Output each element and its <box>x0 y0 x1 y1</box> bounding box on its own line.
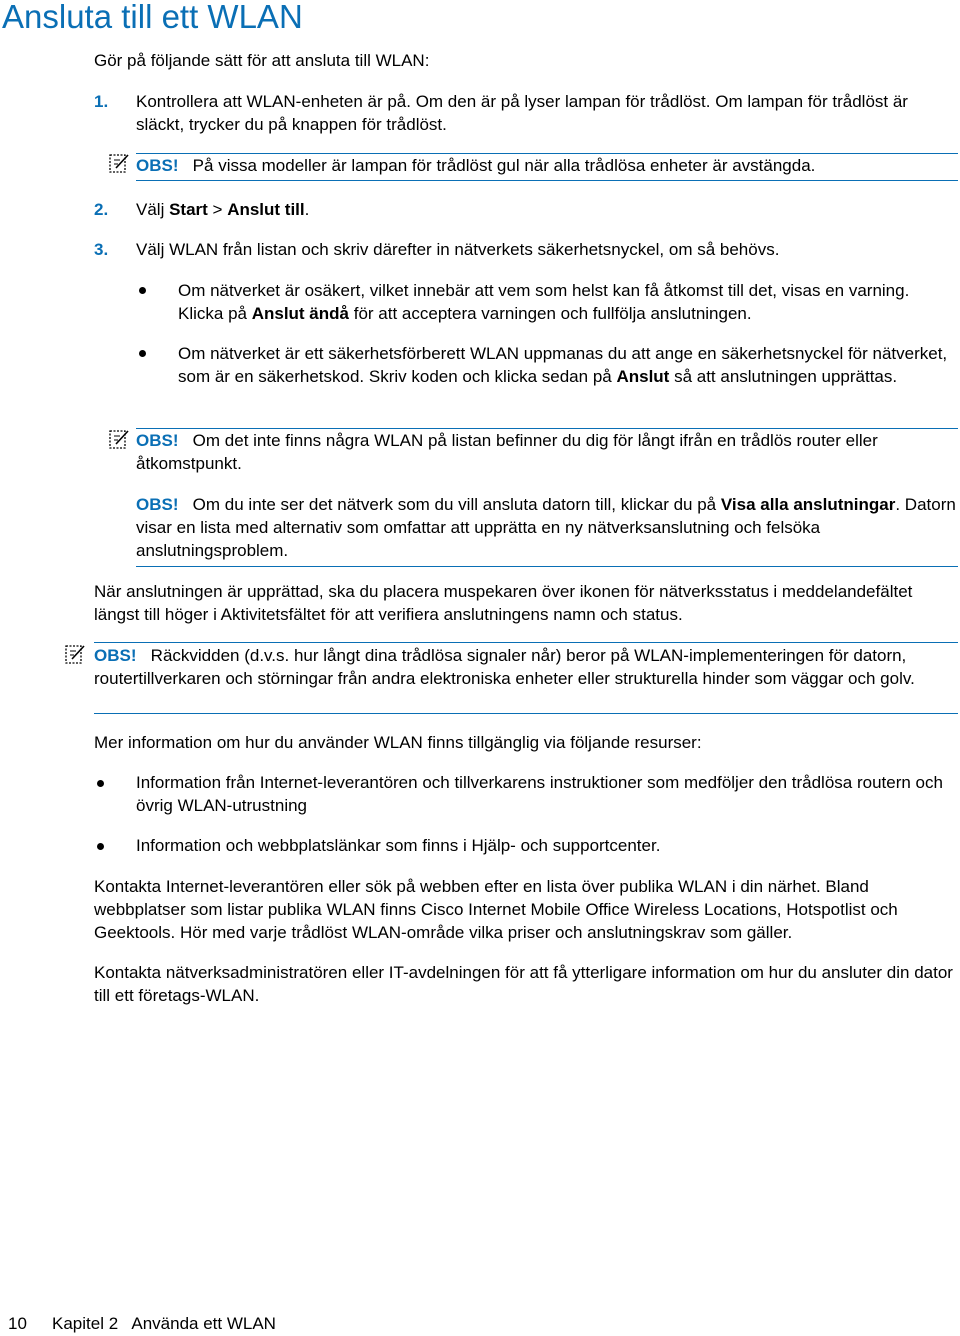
page-number: 10 <box>8 1314 27 1333</box>
note-4-top-rule <box>94 642 958 643</box>
more-info-text: Mer information om hur du använder WLAN finns tillgänglig via följande resurser: <box>94 733 702 752</box>
para-after-connect: När anslutningen är upprättad, ska du placera muspekaren över ikonen för nätverksstatus i meddelandefältet längst till höger i Aktivitetsfältet för att verifiera anslutningens namn och status. <box>94 582 913 624</box>
step-2-sep: > <box>207 200 228 219</box>
note-1 <box>136 154 960 177</box>
note-2-label: OBS! <box>136 431 179 450</box>
resource-item-1: Information från Internet-leverantören och tillverkarens instruktioner som medföljer den trådlösa routern och övrig WLAN-utrustning <box>136 773 943 815</box>
note-pad-icon <box>108 152 130 174</box>
note-3-post: . Datorn visar en lista med alternativ som omfattar att upprätta en ny nätverksanslutning och felsöka anslutningsproblem. <box>136 495 956 560</box>
note-2-text: Om det inte finns några WLAN på listan befinner du dig för långt ifrån en trådlös router eller åtkomstpunkt. <box>136 431 878 473</box>
para-contact-admin: Kontakta nätverksadministratören eller IT-avdelningen för att få ytterligare information om hur du ansluter din dator till ett företags-WLAN. <box>94 963 953 1005</box>
note-4-text: Räckvidden (d.v.s. hur långt dina trådlösa signaler når) beror på WLAN-implementeringen för datorn, routertillverkaren och störningar från andra elektroniska enheter eller strukturella hinder som väggar och golv. <box>94 646 915 688</box>
page-heading: Ansluta till ett WLAN <box>2 0 303 35</box>
bullet-dot <box>139 287 146 294</box>
note-1-bottom-rule <box>136 180 958 181</box>
step-2-text <box>136 198 960 221</box>
note-1-text: På vissa modeller är lampan för trådlöst gul när alla trådlösa enheter är avstängda. <box>192 156 816 175</box>
bullet-1-bold: Anslut ändå <box>251 304 349 323</box>
step-2-start: Start <box>169 200 208 219</box>
step-3-number: 3. <box>94 240 109 259</box>
note-3-bold: Visa alla anslutningar <box>720 495 896 514</box>
note-2 <box>136 429 960 475</box>
note-3 <box>136 493 960 562</box>
step-1-text: Kontrollera att WLAN-enheten är på. Om den är på lyser lampan för trådlöst. Om lampan för trådlöst är släckt, trycker du på knappen för trådlöst. <box>136 92 908 134</box>
note-3-bottom-rule <box>136 566 958 567</box>
step-2-pre: Välj <box>136 200 170 219</box>
intro-text: Gör på följande sätt för att ansluta till WLAN: <box>94 51 430 70</box>
step-1-number: 1. <box>94 92 109 111</box>
bullet-dot <box>139 350 146 357</box>
note-4-bottom-rule <box>94 713 958 714</box>
step-3-text: Välj WLAN från listan och skriv därefter in nätverkets säkerhetsnyckel, om så behövs. <box>136 240 780 259</box>
bullet-dot <box>97 780 104 787</box>
bullet-2-bold: Anslut <box>616 367 670 386</box>
note-1-label: OBS! <box>136 156 179 175</box>
note-3-pre: Om du inte ser det nätverk som du vill ansluta datorn till, klickar du på <box>192 495 721 514</box>
step-2-number: 2. <box>94 200 109 219</box>
para-contact-isp: Kontakta Internet-leverantören eller sök på webben efter en lista över publika WLAN i din närhet. Bland webbplatser som listar publika WLAN finns Cisco Internet Mobile Office Wireless Locations, Hotspotlist och Geektools. Hör med varje trådlöst WLAN-område vilka priser och anslutningskrav som gäller. <box>94 877 898 942</box>
step-3-bullet-1 <box>178 279 948 325</box>
note-pad-icon <box>64 643 86 665</box>
bullet-1-pre: Om nätverket är osäkert, vilket innebär att vem som helst kan få åtkomst till det, visas en varning. Klicka på <box>178 281 910 323</box>
bullet-2-post: så att anslutningen upprättas. <box>669 367 898 386</box>
step-2-anslut: Anslut till <box>227 200 305 219</box>
bullet-2-pre: Om nätverket är ett säkerhetsförberett WLAN uppmanas du att ange en säkerhetsnyckel för nätverket, som är en säkerhetskod. Skriv koden och klicka sedan på <box>178 344 948 386</box>
bullet-dot <box>97 843 104 850</box>
step-2-post: . <box>304 200 310 219</box>
chapter-title: Kapitel 2 Använda ett WLAN <box>52 1314 276 1333</box>
bullet-1-post: för att acceptera varningen och fullfölja anslutningen. <box>349 304 752 323</box>
note-3-label: OBS! <box>136 495 179 514</box>
note-pad-icon <box>108 428 130 450</box>
step-3-bullet-2 <box>178 342 960 388</box>
note-4-label: OBS! <box>94 646 137 665</box>
note-4 <box>94 644 960 690</box>
resource-item-2: Information och webbplatslänkar som finns i Hjälp- och supportcenter. <box>136 836 661 855</box>
